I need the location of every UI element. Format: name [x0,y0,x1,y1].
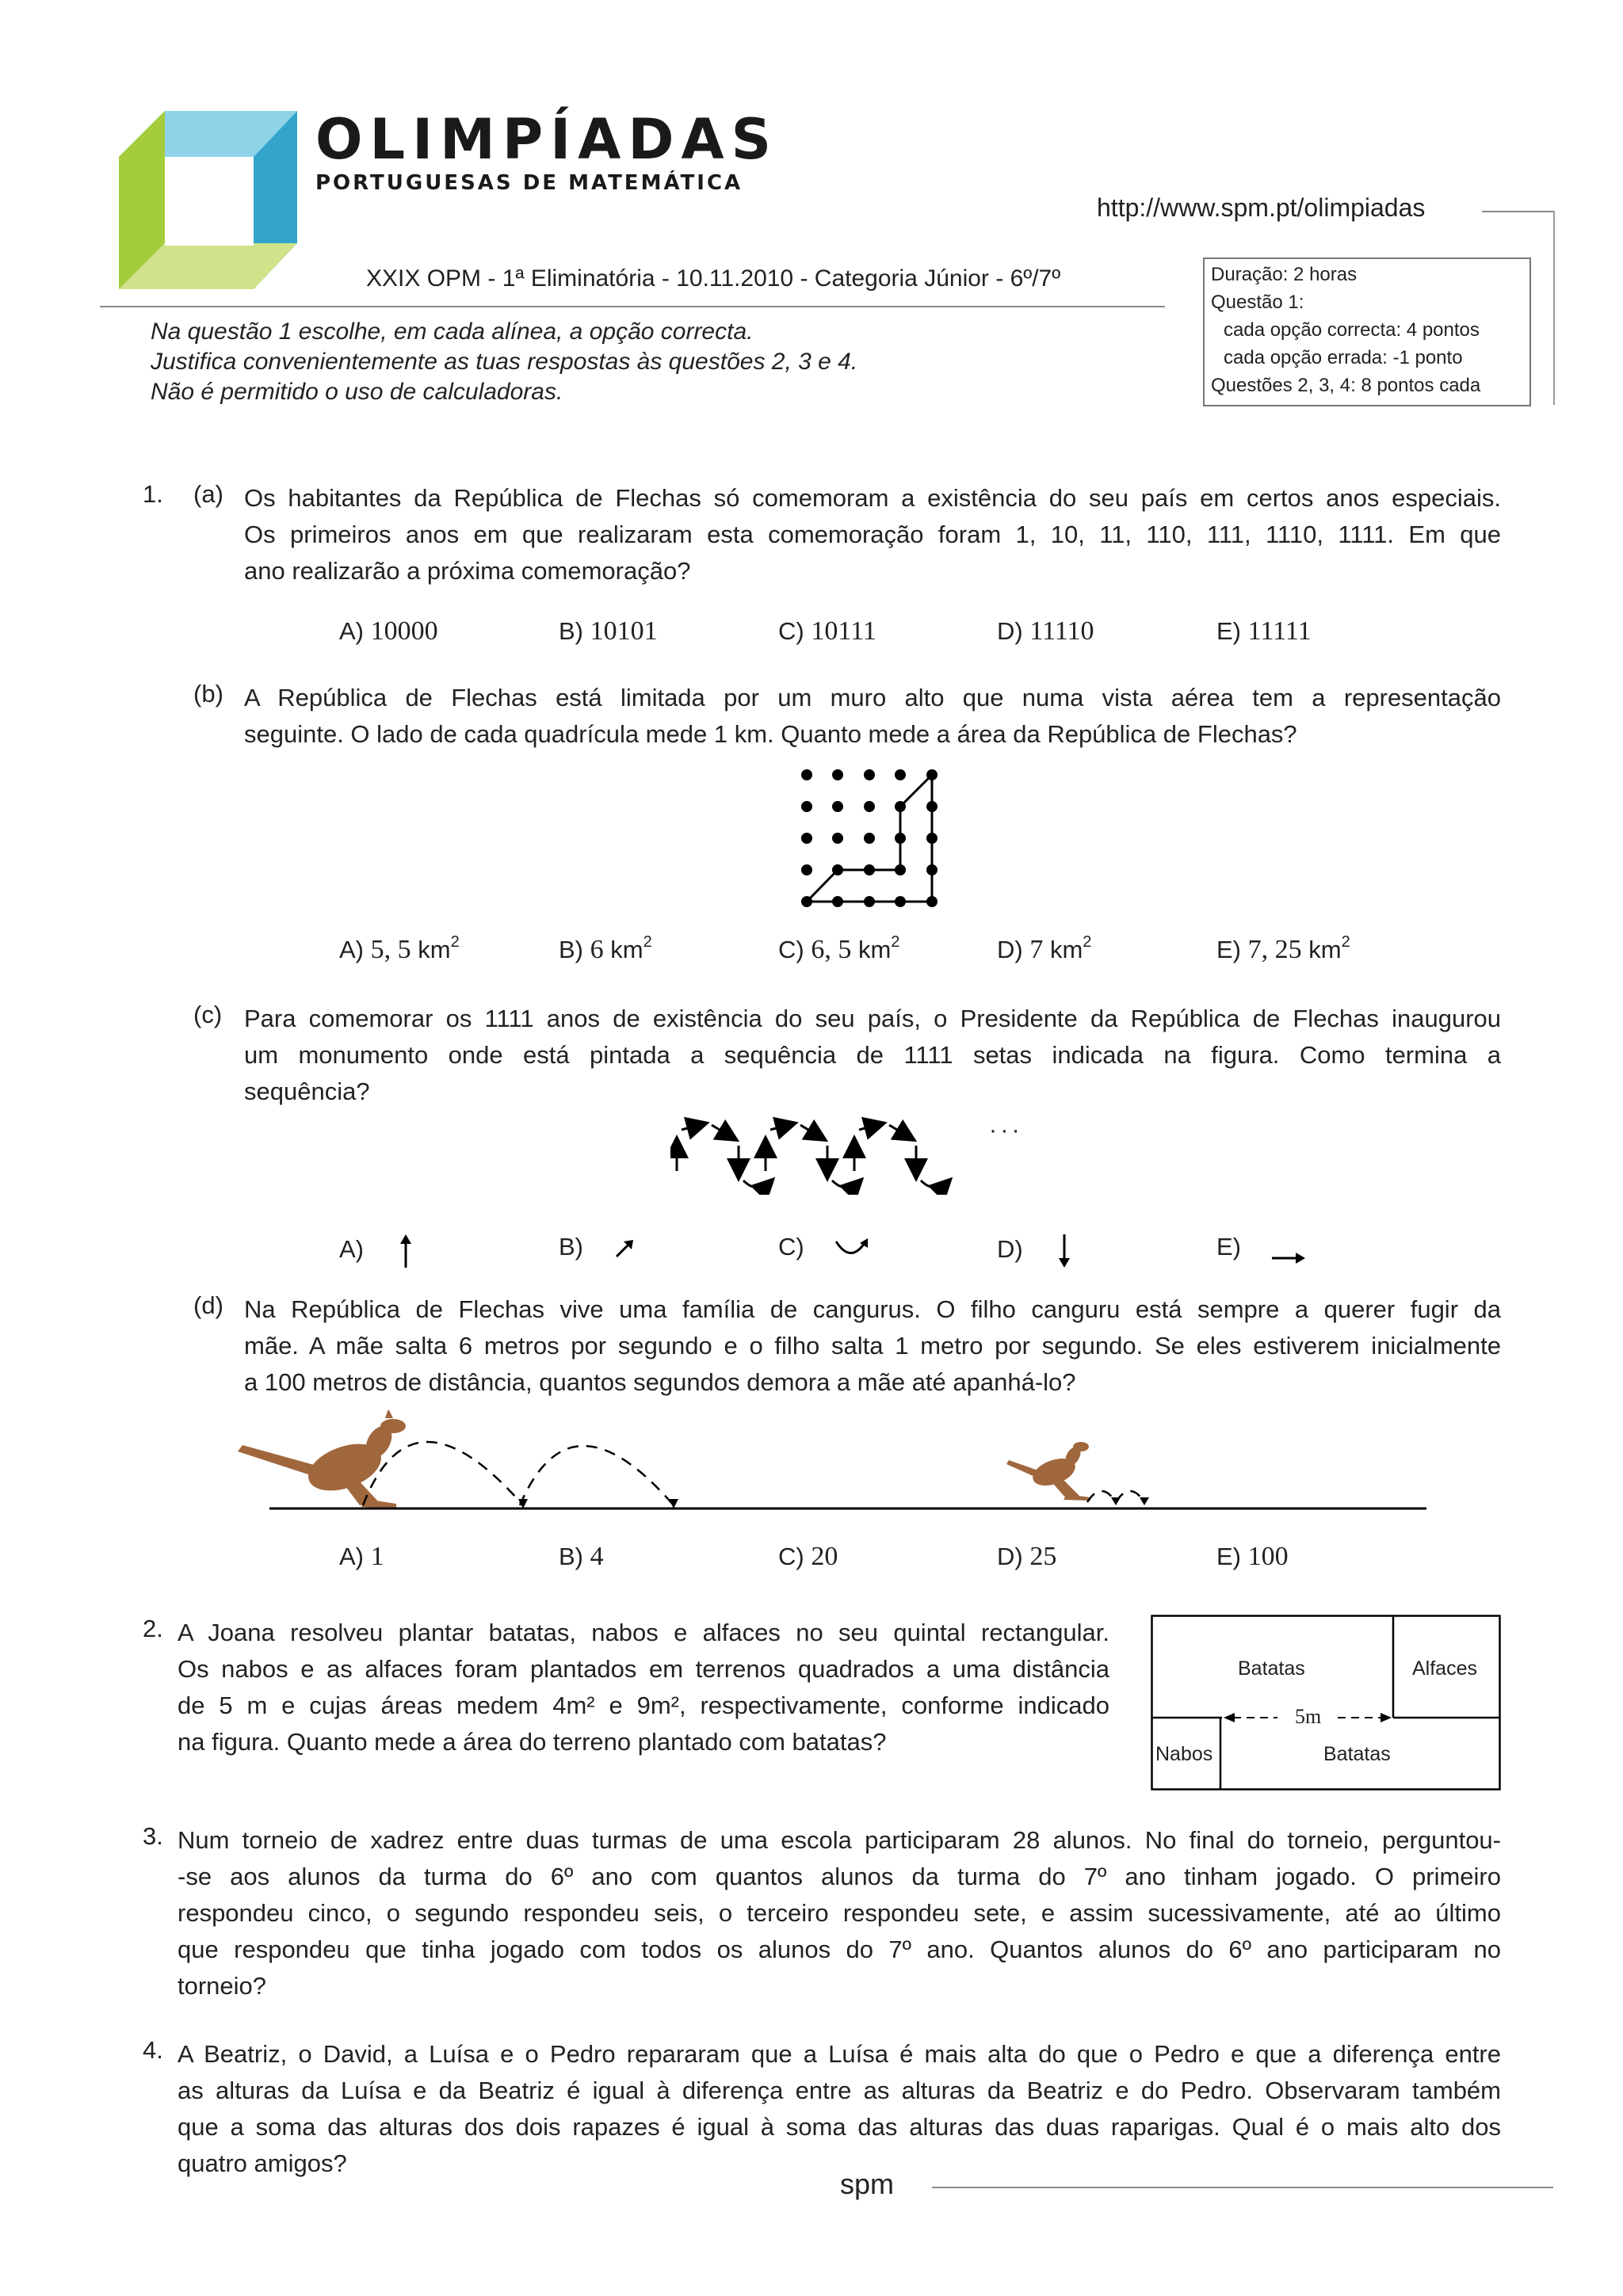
option-value: 11111 [1247,616,1312,646]
text-line: a 100 metros de distância, quantos segundos demora a mãe até apanhá-lo? [244,1368,1076,1396]
text-line: torneio? [178,1972,267,2000]
text-line: na figura. Quanto mede a área do terreno plantado com batatas? [178,1728,887,1756]
option-value: 10000 [370,616,438,646]
option-e[interactable] [1216,1542,1289,1572]
site-url[interactable]: http://www.spm.pt/olimpiadas [1097,193,1426,222]
option-value: 6 [590,935,604,964]
q1-number: 1. [143,480,163,508]
text-line: ano realizarão a próxima comemoração? [244,557,691,585]
option-e[interactable] [1216,935,1350,965]
text-line: Na República de Flechas vive uma família de cangurus. O filho canguru está sempre a querer fugir da [244,1295,1501,1323]
option-c[interactable] [778,1233,871,1261]
option-a[interactable] [339,1542,384,1572]
option-letter: C) [778,1543,804,1570]
q1a-label: (a) [193,480,223,508]
option-letter: E) [1216,1543,1241,1570]
info-box [1203,257,1531,406]
option-value: 4 [590,1542,604,1571]
text-line: mãe. A mãe salta 6 metros por segundo e o filho salta 1 metro por segundo. Se eles estiverem inicialmente [244,1332,1501,1360]
logo-title: OLIMPÍADAS [315,107,779,172]
alfaces-label: Alfaces [1412,1657,1477,1680]
header-vertical-rule [1553,211,1555,405]
option-letter: A) [339,1235,364,1264]
info-line: Questões 2, 3, 4: 8 pontos cada [1211,375,1481,396]
text-line: A República de Flechas está limitada por um muro alto que numa vista aérea tem a representação [244,684,1501,711]
unit-exponent: 2 [450,933,460,951]
option-c[interactable] [778,1542,838,1572]
arrow-up-right-icon [614,1238,635,1259]
option-b[interactable] [559,1233,635,1261]
q4-number: 4. [143,2036,163,2064]
unit-exponent: 2 [891,933,900,951]
option-value: 7 [1029,935,1044,964]
q2-text [178,1615,1109,1760]
option-letter: B) [559,617,583,645]
option-letter: E) [1216,936,1241,963]
option-unit: km [857,936,892,963]
batatas-bottom-label: Batatas [1323,1743,1391,1765]
option-letter: B) [559,1233,583,1261]
url-rule [1482,211,1553,212]
garden-figure [1151,1615,1501,1791]
option-letter: B) [559,1543,583,1570]
q3-number: 3. [143,1822,163,1850]
option-value: 5, 5 [370,935,411,964]
header-rule [100,306,1165,307]
option-a[interactable] [339,935,460,965]
text-line: respondeu cinco, o segundo respondeu seis, o terceiro respondeu sete, e assim sucessivamente, até ao último [178,1899,1501,1927]
kangaroo-figure [238,1410,1434,1521]
option-d[interactable] [997,1542,1056,1572]
q1b-label: (b) [193,680,223,707]
q2-number: 2. [143,1615,163,1642]
instructions [151,317,1181,407]
option-unit: km [1049,936,1083,963]
arrow-sequence-figure [670,1116,972,1195]
option-letter: E) [1216,1233,1241,1261]
instruction-line: Não é permitido o uso de calculadoras. [151,379,563,405]
option-value: 20 [811,1542,838,1571]
text-line: que respondeu que tinha jogado com todos os alunos do 7º ano. Quantos alunos do 6º ano participaram no [178,1936,1501,1963]
q1c-text [244,1001,1501,1110]
text-line: Os habitantes da República de Flechas só comemoram a existência do seu país em certos anos especiais. [244,484,1501,512]
option-b[interactable] [559,935,652,965]
arrow-up-icon [398,1233,414,1269]
option-value: 100 [1247,1542,1289,1571]
option-letter: A) [339,936,364,963]
q1d-text [244,1291,1501,1401]
exam-line: XXIX OPM - 1ª Eliminatória - 10.11.2010 - Categoria Júnior - 6º/7º [366,265,1061,292]
text-line: A Joana resolveu plantar batatas, nabos e alfaces no seu quintal rectangular. [178,1619,1109,1646]
sequence-ellipsis: · · · [989,1117,1018,1143]
option-letter: D) [997,617,1023,645]
arrow-right-icon [1270,1250,1307,1266]
mother-kangaroo-icon [238,1410,406,1508]
baby-kangaroo-icon [1006,1442,1090,1501]
text-line: -se aos alunos da turma do 6º ano com quantos alunos da turma do 7º ano tinham jogado. O primeiro [178,1863,1501,1890]
option-b[interactable] [559,1542,604,1572]
arrow-down-icon [1056,1233,1072,1269]
option-letter: D) [997,1235,1023,1264]
distance-label: 5m [1292,1705,1324,1729]
q1c-label: (c) [193,1001,223,1028]
q4-text [178,2036,1501,2182]
curved-arrow-icon [833,1237,871,1261]
footer-rule [932,2187,1553,2188]
info-line: Questão 1: [1211,292,1304,313]
q1a-text [244,480,1501,589]
option-letter: C) [778,617,804,645]
option-e[interactable] [1216,1233,1307,1261]
option-value: 7, 25 [1247,935,1302,964]
text-line: Num torneio de xadrez entre duas turmas de uma escola participaram 28 alunos. No final do torneio, perguntou- [178,1826,1501,1854]
logo [119,111,301,289]
option-value: 6, 5 [811,935,852,964]
q1b-text [244,680,1501,753]
option-b[interactable] [559,616,658,646]
option-value: 1 [370,1542,384,1571]
info-line: Duração: 2 horas [1211,264,1358,285]
option-c[interactable] [778,935,899,965]
option-a[interactable] [339,1233,414,1269]
option-letter: A) [339,617,364,645]
option-unit: km [610,936,643,963]
option-letter: E) [1216,617,1241,645]
text-line: A Beatriz, o David, a Luísa e o Pedro repararam que a Luísa é mais alta do que o Pedro e que a diferença entre [178,2040,1501,2068]
nabos-label: Nabos [1155,1743,1213,1765]
text-line: que a soma das alturas dos dois rapazes é igual à soma das alturas das duas raparigas. Qual é o mais alto dos [178,2113,1501,2141]
text-line: as alturas da Luísa e da Beatriz é igual à diferença entre as alturas da Beatriz e do Pedro. Observaram também [178,2077,1501,2104]
option-unit: km [1308,936,1342,963]
unit-exponent: 2 [643,933,652,951]
option-value: 10111 [811,616,876,646]
option-letter: C) [778,936,804,963]
q1d-label: (d) [193,1291,223,1319]
option-d[interactable] [997,616,1094,646]
text-line: quatro amigos? [178,2149,347,2177]
option-a[interactable] [339,616,438,646]
option-letter: D) [997,936,1023,963]
info-line: cada opção errada: -1 ponto [1224,347,1463,368]
option-unit: km [418,936,451,963]
logo-subtitle: PORTUGUESAS DE MATEMÁTICA [315,171,743,195]
text-line: um monumento onde está pintada a sequência de 1111 setas indicada na figura. Como termina a [244,1041,1501,1069]
text-line: seguinte. O lado de cada quadrícula mede 1 km. Quanto mede a área da República de Flechas? [244,720,1297,748]
q3-text [178,1822,1501,2004]
option-value: 25 [1029,1542,1057,1571]
text-line: sequência? [244,1077,370,1105]
instruction-line: Na questão 1 escolhe, em cada alínea, a opção correcta. [151,318,754,345]
option-d[interactable] [997,1233,1072,1269]
instruction-line: Justifica convenientemente as tuas respostas às questões 2, 3 e 4. [151,349,858,375]
option-d[interactable] [997,935,1091,965]
batatas-top-label: Batatas [1238,1657,1305,1680]
text-line: Para comemorar os 1111 anos de existência do seu país, o Presidente da República de Flechas inaugurou [244,1005,1501,1032]
option-letter: C) [778,1233,804,1261]
option-letter: A) [339,1543,364,1570]
option-letter: B) [559,936,583,963]
option-value: 11110 [1029,616,1094,646]
option-value: 10101 [590,616,658,646]
option-e[interactable] [1216,616,1312,646]
unit-exponent: 2 [1341,933,1350,951]
option-letter: D) [997,1543,1023,1570]
text-line: Os nabos e as alfaces foram plantados em terrenos quadrados a uma distância [178,1655,1109,1683]
option-c[interactable] [778,616,876,646]
footer-logo-text: spm [840,2168,895,2200]
info-line: cada opção correcta: 4 pontos [1224,319,1480,341]
dot-grid-figure [792,767,951,913]
text-line: Os primeiros anos em que realizaram esta comemoração foram 1, 10, 11, 110, 111, 1110, 1111. Em que [244,521,1501,548]
text-line: de 5 m e cujas áreas medem 4m² e 9m², respectivamente, conforme indicado [178,1691,1109,1719]
logo-cube-icon [119,111,301,289]
unit-exponent: 2 [1083,933,1092,951]
